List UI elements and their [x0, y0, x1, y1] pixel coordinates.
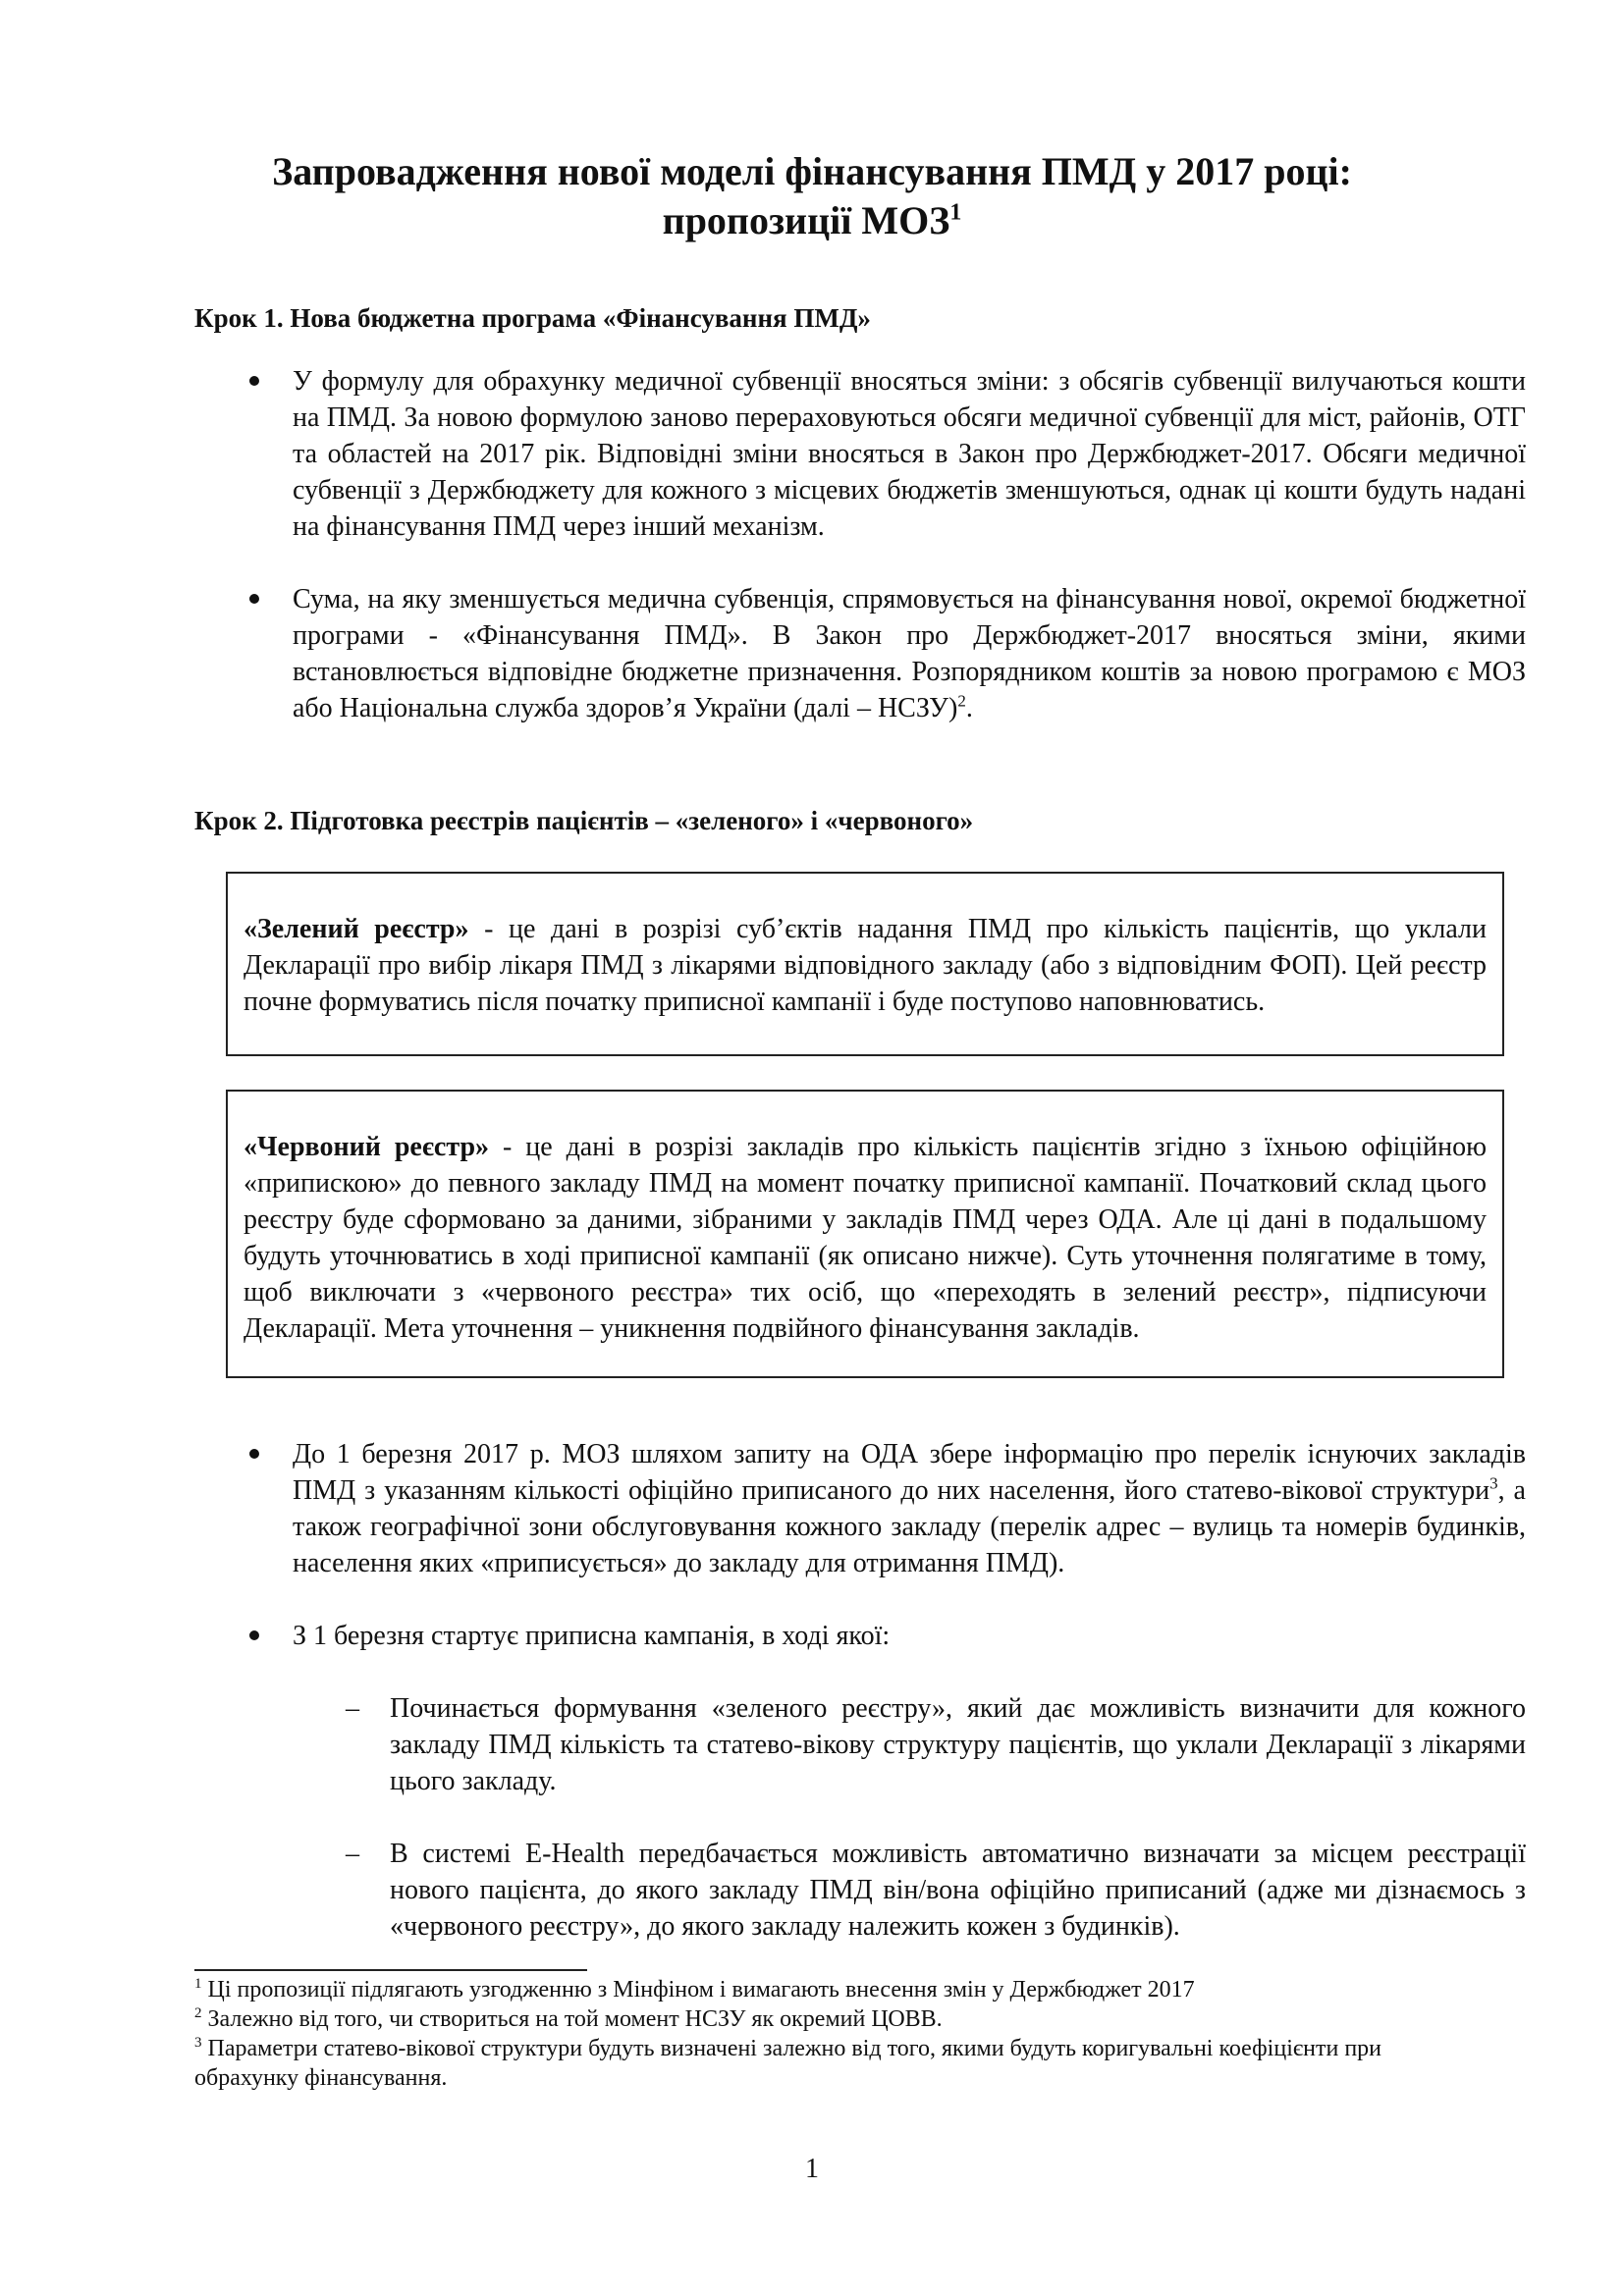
dash-marker: – — [346, 1839, 359, 1869]
step1-bullet-2-main: Сума, на яку зменшується медична субвенція, спрямовується на фінансування нової, окремої бюджетної програми - «Фінансування ПМД». В Закон про Держбюджет-2017 вносяться зміни, якими встановлюється відповідне бюджетне призначення. Розпорядником коштів за новою програмою є МОЗ або Національна служба здоров’я України (далі – НСЗУ) — [293, 584, 1526, 723]
step2-dash-item-2 — [0, 1836, 1624, 1945]
footnote-separator — [194, 1969, 587, 1971]
step2-dash-item-1 — [0, 1690, 1624, 1799]
footnote-mark-3[interactable]: 3 — [1489, 1473, 1498, 1493]
step1-heading: Крок 1. Нова бюджетна програма «Фінансування ПМД» — [194, 303, 871, 333]
step2-bullet-1 — [0, 1436, 1624, 1581]
step2-bullet-1-start: До 1 березня 2017 р. МОЗ шляхом запиту на ОДА збере інформацію про перелік існуючих закладів ПМД з указанням кількості офіційно приписаного до них населення, його статево-вікової структури — [293, 1439, 1526, 1506]
page-number: 1 — [805, 2154, 819, 2184]
step1-bullet-2-end: . — [965, 693, 973, 723]
footnote-2-text: Залежно від того, чи створиться на той момент НСЗУ як окремий ЦОВВ. — [201, 2006, 943, 2032]
bullet-dot-icon — [249, 376, 259, 386]
step1-bullet-list — [0, 363, 1624, 726]
footnote-1-mark: 1 — [194, 1976, 202, 1992]
red-registry-box — [226, 1090, 1504, 1378]
footnote-mark-2[interactable]: 2 — [957, 691, 966, 711]
title-line-2-text: пропозиції МОЗ — [662, 198, 950, 242]
footnote-3-mark: 3 — [194, 2035, 202, 2051]
bullet-dot-icon — [249, 594, 259, 604]
green-registry-term: «Зелений реєстр» — [244, 914, 469, 944]
step2-bullet-1-text — [293, 1436, 1526, 1581]
step2-dash-item-1-text: Починається формування «зеленого реєстру», який дає можливість визначити для кожного закладу ПМД кількість та статево-вікову структуру пацієнтів, що уклали Декларації з лікарями цього закладу. — [390, 1693, 1526, 1796]
footnote-1-text: Ці пропозиції підлягають узгодженню з Мінфіном і вимагають внесення змін у Держбюджет 2017 — [201, 1977, 1195, 2002]
footnote-3 — [194, 2034, 1471, 2093]
step2-dash-item-2-text: В системі E-Health передбачається можливість автоматично визначати за місцем реєстрації нового пацієнта, до якого закладу ПМД він/вона офіційно приписаний (адже ми дізнаємось з «червоного реєстру», до якого закладу належить кожен з будинків). — [390, 1839, 1526, 1942]
step2-heading: Крок 2. Підготовка реєстрів пацієнтів – «зеленого» і «червоного» — [194, 806, 974, 835]
green-registry-text: - це дані в розрізі суб’єктів надання ПМД про кількість пацієнтів, що уклали Декларації про вибір лікаря ПМД з лікарями відповідного закладу (або з відповідним ФОП). Цей реєстр почне формуватись після початку приписної кампанії і буде поступово наповнюватись. — [244, 914, 1487, 1017]
red-registry-text: - це дані в розрізі закладів про кількість пацієнтів згідно з їхньою офіційною «припискою» до певного закладу ПМД на момент початку приписної кампанії. Початковий склад цього реєстру буде сформовано за даними, зібраними у закладів ПМД через ОДА. Але ці дані в подальшому будуть уточнюватись в ході приписної кампанії (як описано нижче). Суть уточнення полягатиме в тому, щоб виключати з «червоного реєстра» тих осіб, що «переходять в зелений реєстр», підписуючи Декларації. Мета уточнення – уникнення подвійного фінансування закладів. — [244, 1132, 1487, 1344]
step1-bullet-1 — [0, 363, 1624, 545]
step1-bullet-1-text: У формулу для обрахунку медичної субвенції вносяться зміни: з обсягів субвенції вилучаються кошти на ПМД. За новою формулою заново перераховуються обсяги медичної субвенції для міст, районів, ОТГ та областей на 2017 рік. Відповідні зміни вносяться в Закон про Держбюджет-2017. Обсяги медичної субвенції з Держбюджету для кожного з місцевих бюджетів зменшуються, однак ці кошти будуть надані на фінансування ПМД через інший механізм. — [293, 366, 1526, 542]
footnote-1 — [194, 1975, 1471, 2004]
step2-bullet-2 — [0, 1618, 1624, 1654]
step2-bullet-1-end: , а також географічної зони обслуговування кожного закладу (перелік адрес – вулиць та номерів будинків, населення яких «приписується» до закладу для отримання ПМД). — [293, 1475, 1526, 1578]
title-line-1: Запровадження нової моделі фінансування ПМД у 2017 році: — [272, 149, 1352, 193]
red-registry-term: «Червоний реєстр» — [244, 1132, 490, 1162]
dash-marker: – — [346, 1693, 359, 1724]
bullet-dot-icon — [249, 1449, 259, 1459]
footnotes-list — [194, 1975, 1471, 2093]
footnote-2-mark: 2 — [194, 2005, 202, 2021]
green-registry-box — [226, 872, 1504, 1056]
title-footnote-mark[interactable]: 1 — [949, 199, 962, 226]
footnote-3-text: Параметри статево-вікової структури будуть визначені залежно від того, якими будуть коригувальні коефіцієнти при обрахунку фінансування. — [194, 2036, 1382, 2091]
bullet-dot-icon — [249, 1630, 259, 1640]
step1-bullet-2 — [0, 581, 1624, 726]
step2-bullet-list — [0, 1436, 1624, 1945]
step1-bullet-2-text — [293, 581, 1526, 726]
document-title — [196, 147, 1428, 245]
green-registry-definition — [244, 911, 1487, 1020]
step2-bullet-2-text: З 1 березня стартує приписна кампанія, в ході якої: — [293, 1621, 891, 1651]
footnote-2 — [194, 2004, 1471, 2034]
red-registry-definition — [244, 1129, 1487, 1347]
title-line-2 — [196, 196, 1428, 245]
